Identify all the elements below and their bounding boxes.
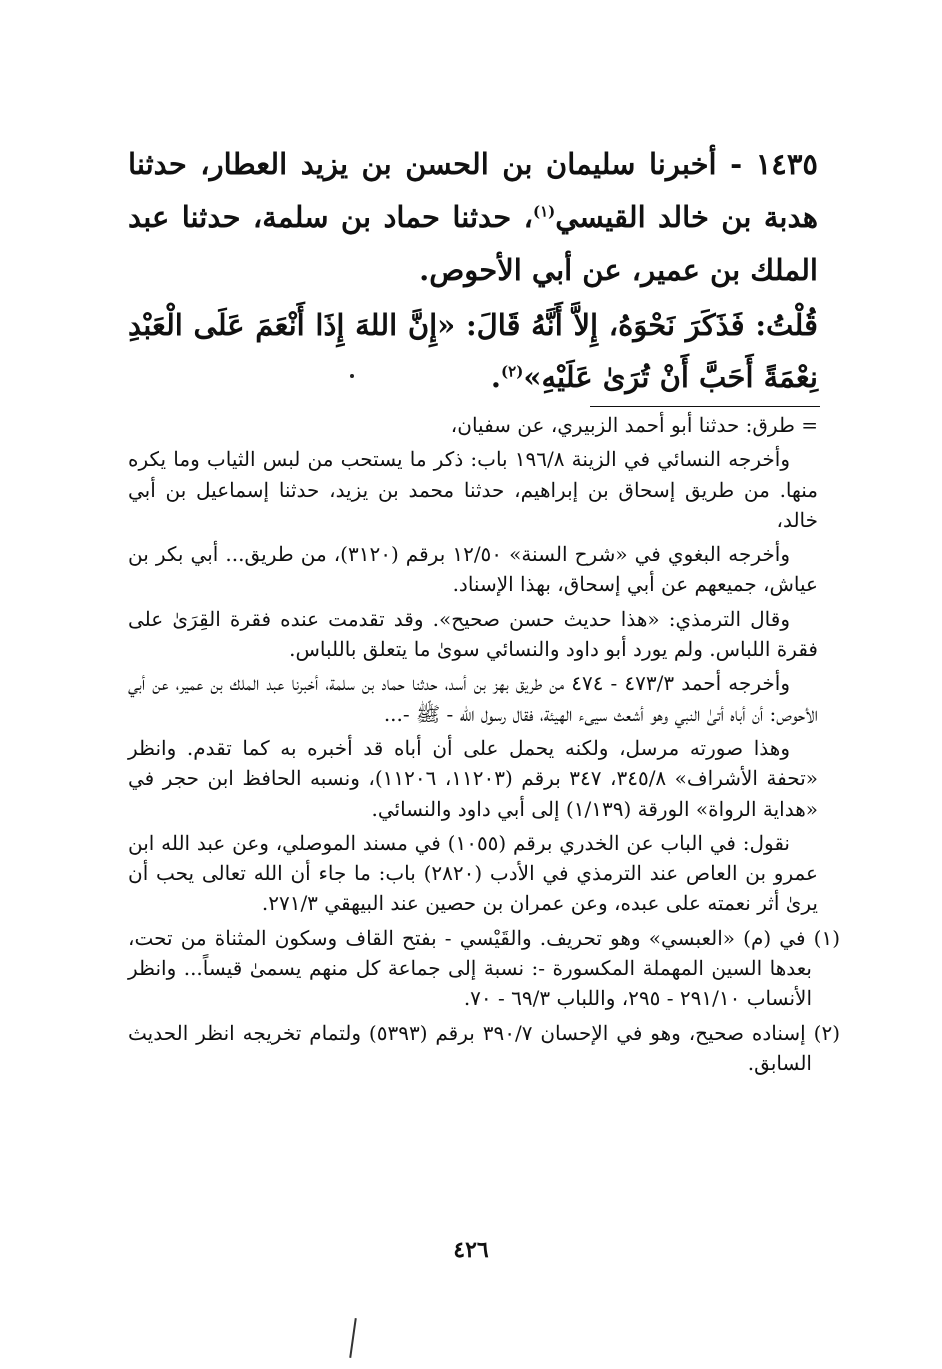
- isnad-text-cont: ، حدثنا حماد بن سلمة، حدثنا عبد الملك بن عمير، عن أبي الأحوص.: [128, 200, 818, 287]
- matn-paragraph: [128, 299, 818, 403]
- note-continuation: = طرق: حدثنا أبو أحمد الزبيري، عن سفيان،: [450, 413, 818, 437]
- footnote-1: (١) في (م) «العبسي» وهو تحريف. والقَيْسي - بفتح القاف وسكون المثناة من تحت، بعدها السين المهملة المكسورة -: نسبة إلى جماعة كل منهم يسمىٰ قيساً... وانظر الأنساب ٢٩١/١٠ - ٢٩٥، واللباب ٦٩/٣ - ٧٠.: [128, 925, 840, 1011]
- page-number: ٤٢٦: [453, 1237, 489, 1263]
- footnote-marker-2: (٢): [501, 362, 524, 381]
- footnote-2: (٢) إسناده صحيح، وهو في الإحسان ٣٩٠/٧ برقم (٥٣٩٣) ولتمام تخريجه انظر الحديث السابق.: [128, 1020, 840, 1075]
- isnad-paragraph: ١٤٣٥ - أخبرنا سليمان بن الحسن بن يزيد العطار، حدثنا هدبة بن خالد القيسي$^{(١)}$، حدثنا حماد بن سلمة، حدثنا عبد الملك بن عمير، عن أبي الأحوص.: [128, 147, 819, 287]
- ink-dot: [350, 374, 354, 378]
- note-paragraph: نقول: في الباب عن الخدري برقم (١٠٥٥) في مسند الموصلي، وعن عبد الله ابن عمرو بن العاص عند الترمذي في الأدب (٢٨٢٠) باب: ما جاء أن الله تعالى يحب أن يرىٰ أثر نعمته على عبده، وعن عمران بن حصين عند البيهقي ٢٧١/٣.: [128, 830, 818, 916]
- footnote-separator: [590, 406, 820, 407]
- note-paragraph: وهذا صورته مرسل، ولكنه يحمل على أن أباه قد أخبره به كما تقدم. وانظر «تحفة الأشراف» ٣٤٥/٨، ٣٤٧ برقم (١١٢٠٣، ١١٢٠٦)، ونسبه الحافظ ابن حجر في «هداية الرواة» الورقة (١/١٣٩) إلى أبي داود والنسائي.: [128, 735, 819, 821]
- note-paragraph: وأخرجه النسائي في الزينة ١٩٦/٨ باب: ذكر ما يستحب من لبس الثياب وما يكره منها. من طريق إسحاق بن إبراهيم، حدثنا محمد بن يزيد، حدثنا إسماعيل بن أبي خالد،: [128, 447, 818, 532]
- hadith-number: ١٤٣٥: [755, 147, 818, 181]
- notes-block: [128, 410, 840, 1082]
- hadith-block: [128, 138, 818, 403]
- pen-mark: [349, 1318, 357, 1358]
- note-paragraph: وأخرجه أحمد ٤٧٣/٣ - ٤٧٤ من طريق بهز بن أسد، حدثنا حماد بن سلمة، أخبرنا عبد الملك بن عمير، عن أبي الأحوص: أن أباه أتىٰ النبي وهو أشعث سيىء الهيئة، فقال رسول الله - ﷺ -...: [128, 671, 818, 726]
- footnote-marker-1: (١): [532, 202, 556, 221]
- isnad-text: أخبرنا سليمان بن الحسن بن يزيد العطار، حدثنا هدبة بن خالد القيسي: [128, 147, 819, 234]
- note-paragraph: وأخرجه البغوي في «شرح السنة» ١٢/٥٠ برقم (٣١٢٠)، من طريق... أبي بكر بن عياش، جميعهم عن أبي إسحاق، بهذا الإسناد.: [128, 542, 818, 597]
- matn-end: .: [490, 360, 502, 394]
- note-paragraph: وقال الترمذي: «هذا حديث حسن صحيح». وقد تقدمت عنده فقرة القِرَىٰ على فقرة اللباس. ولم يورد أبو داود والنسائي سوىٰ ما يتعلق باللباس.: [128, 606, 818, 662]
- matn-text: قُلْتُ: فَذَكَرَ نَحْوَهُ، إِلاَّ أَنَّهُ قَالَ: «إِنَّ اللهَ إِذَا أَنْعَمَ عَلَى الْعَبْدِ نِعْمَةً أَحَبَّ أَنْ تُرَىٰ عَلَيْهِ»: [128, 308, 818, 394]
